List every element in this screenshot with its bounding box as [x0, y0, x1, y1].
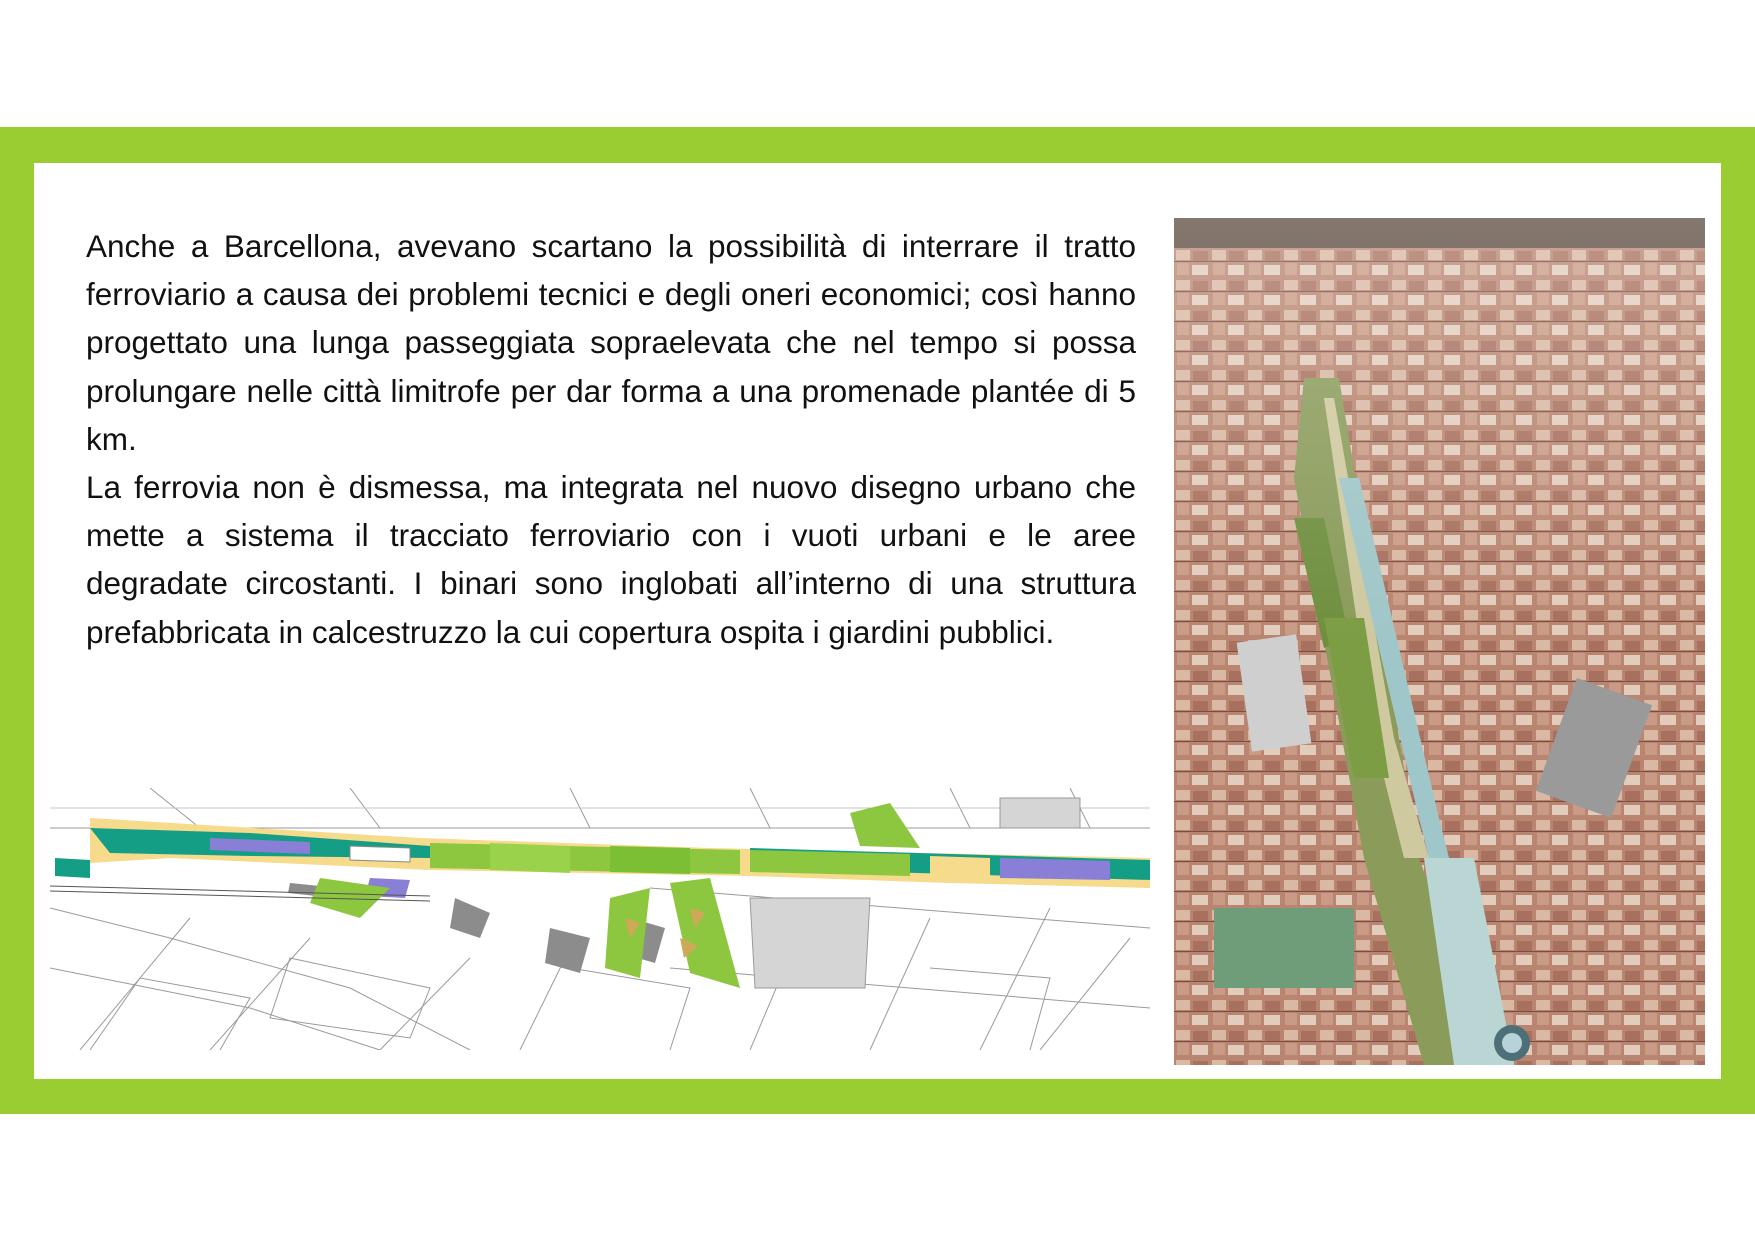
- paragraph-1: Anche a Barcellona, avevano scartano la possibilità di interrare il tratto ferroviario a causa dei problemi tecnici e degli oneri economici; così hanno progettato una lunga passeggiata sopraelevata che nel tempo si possa prolungare nelle città limitrofe per dar forma a una promenade plantée di 5 km.: [86, 228, 1136, 457]
- body-text: [86, 222, 1136, 656]
- paragraph-2: La ferrovia non è dismessa, ma integrata nel nuovo disegno urbano che mette a sistema il tracciato ferroviario con i vuoti urbani e le aree degradate circostanti. I binari sono inglobati all’interno di una struttura prefabbricata in calcestruzzo la cui copertura ospita i giardini pubblici.: [86, 469, 1136, 650]
- aerial-photo-icon: [1174, 218, 1705, 1065]
- site-plan-image: [50, 788, 1150, 1050]
- site-plan-drawing-icon: [50, 788, 1150, 1050]
- aerial-photo-image: [1174, 218, 1705, 1065]
